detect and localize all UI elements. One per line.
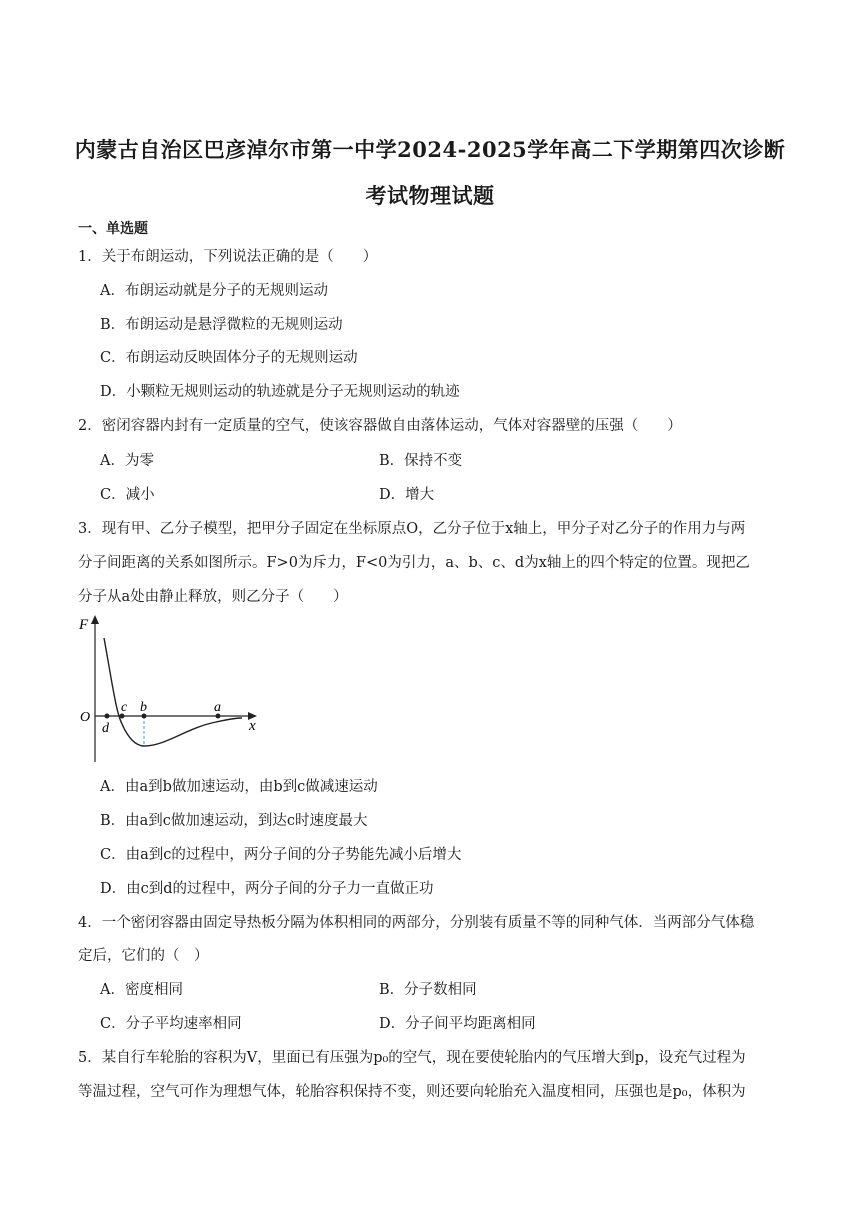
- label-b: b: [140, 700, 147, 715]
- q4-stem-line-1: 4．一个密闭容器由固定导热板分隔为体积相同的两部分，分别装有质量不等的同种气体．当两部分气体稳: [78, 915, 755, 931]
- q4-stem-line-2: 定后，它们的（ ）: [78, 948, 209, 964]
- q3-stem-line-3: 分子从a处由静止释放，则乙分子（ ）: [78, 589, 348, 605]
- q1-stem: 1．关于布朗运动，下列说法正确的是（ ）: [78, 249, 378, 265]
- label-c: c: [121, 700, 128, 715]
- q3-stem-line-1: 3．现有甲、乙分子模型，把甲分子固定在坐标原点O，乙分子位于x轴上，甲分子对乙分子的作用力与两: [78, 521, 746, 537]
- q5-stem-line-2: 等温过程，空气可作为理想气体，轮胎容积保持不变，则还要向轮胎充入温度相同，压强也是p₀，体积为: [78, 1084, 746, 1100]
- q3-option-a: A．由a到b做加速运动，由b到c做减速运动: [100, 779, 378, 795]
- title-line-1: 内蒙古自治区巴彦淖尔市第一中学2024-2025学年高二下学期第四次诊断: [74, 137, 786, 162]
- q2-option-c: C．减小: [100, 487, 155, 503]
- section-heading: 一、单选题: [78, 221, 148, 237]
- label-a: a: [214, 700, 221, 715]
- x-axis-label: x: [249, 718, 256, 734]
- q1-option-d: D．小颗粒无规则运动的轨迹就是分子无规则运动的轨迹: [100, 384, 460, 400]
- q3-option-c: C．由a到c的过程中，两分子间的分子势能先减小后增大: [100, 847, 462, 863]
- q2-stem: 2．密闭容器内封有一定质量的空气，使该容器做自由落体运动，气体对容器壁的压强（ ）: [78, 418, 682, 434]
- title-line-2: 考试物理试题: [365, 183, 495, 208]
- q1-option-b: B．布朗运动是悬浮微粒的无规则运动: [100, 317, 343, 333]
- q1-option-c: C．布朗运动反映固体分子的无规则运动: [100, 350, 358, 366]
- origin-label: O: [80, 710, 91, 725]
- q1-option-a: A．布朗运动就是分子的无规则运动: [100, 283, 328, 299]
- q4-option-b: B．分子数相同: [379, 982, 477, 998]
- q2-option-b: B．保持不变: [379, 453, 463, 469]
- y-axis-arrow: [91, 615, 99, 624]
- q2-option-d: D．增大: [379, 487, 435, 503]
- point-d: [105, 714, 110, 719]
- q2-option-a: A．为零: [100, 453, 154, 469]
- q3-stem-line-2: 分子间距离的关系如图所示。F>0为斥力，F<0为引力，a、b、c、d为x轴上的四个特定的位置。现把乙: [78, 555, 750, 571]
- q3-option-b: B．由a到c做加速运动，到达c时速度最大: [100, 813, 368, 829]
- q5-stem-line-1: 5．某自行车轮胎的容积为V，里面已有压强为p₀的空气，现在要使轮胎内的气压增大到p，设充气过程为: [78, 1050, 746, 1066]
- force-distance-graph: [76, 612, 266, 764]
- q4-option-d: D．分子间平均距离相同: [379, 1016, 536, 1032]
- q4-option-c: C．分子平均速率相同: [100, 1016, 242, 1032]
- q3-option-d: D．由c到d的过程中，两分子间的分子力一直做正功: [100, 881, 434, 897]
- y-axis-label: F: [79, 617, 89, 633]
- force-curve: [104, 638, 242, 746]
- q4-option-a: A．密度相同: [100, 982, 183, 998]
- label-d: d: [102, 721, 109, 736]
